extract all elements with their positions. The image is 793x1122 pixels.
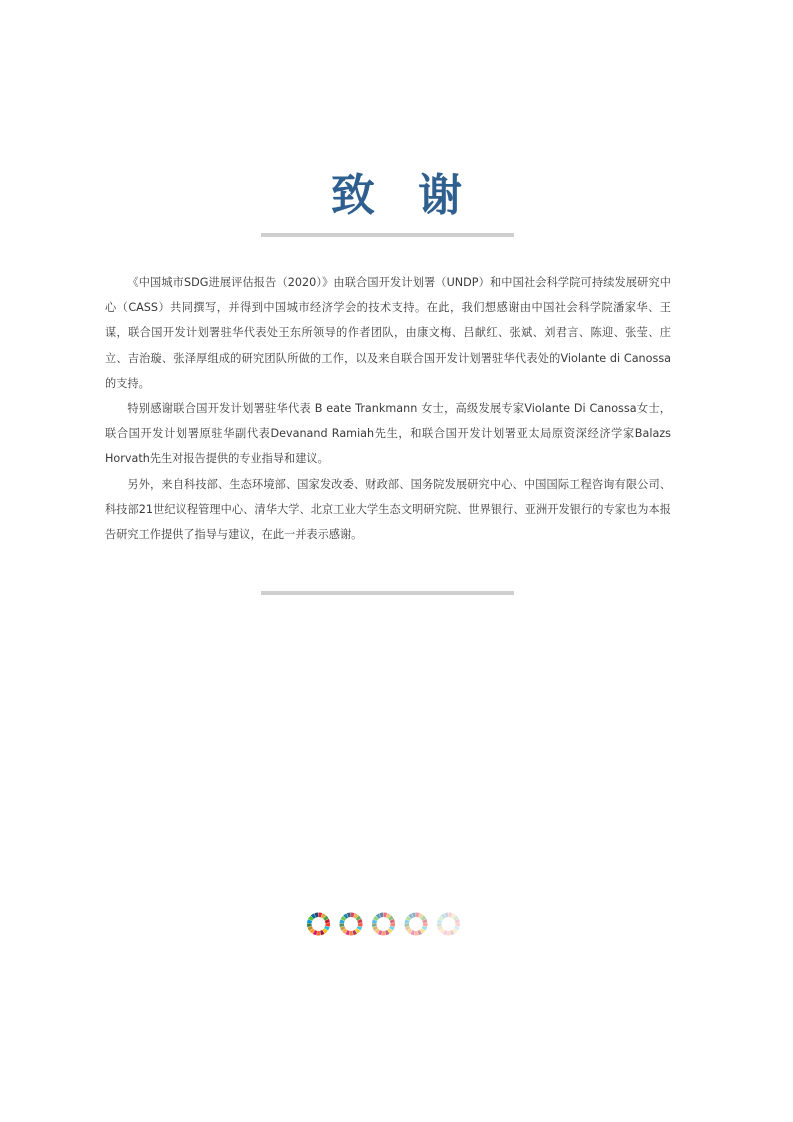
page-title: 致 谢 [330,170,477,221]
paragraph-2: 特别感谢联合国开发计划署驻华代表 B eate Trankmann 女士，高级发展专家Violante Di Canossa女士，联合国开发计划署原驻华副代表Devanand Ramiah先生，和联合国开发计划署亚太局原资深经济学家Balazs Horvath先生对报告提供的专业指导和建议。 [105,402,671,466]
sdg-wheel-icon [405,913,428,936]
sdg-wheel-segment [382,931,386,936]
sdg-wheel-icon [372,913,395,936]
bottom-divider [261,591,514,595]
sdg-wheel-icon [340,913,363,936]
sdg-wheel-segment [349,931,353,936]
sdg-wheel-segment [317,931,321,936]
sdg-wheel-icon [307,913,330,936]
paragraph-3: 另外，来自科技部、生态环境部、国家发改委、财政部、国务院发展研究中心、中国国际工程咨询有限公司、科技部21世纪议程管理中心、清华大学、北京工业大学生态文明研究院、世界银行、亚洲开发银行的专家也为本报告研究工作提供了指导与建议，在此一并表示感谢。 [105,477,671,542]
sdg-wheel-icon [437,913,460,936]
acknowledgements-body [105,270,671,547]
sdg-wheel-segment [414,931,418,936]
sdg-wheel-segment [447,931,451,936]
title-divider [261,233,514,237]
paragraph-1: 《中国城市SDG进展评估报告（2020）》由联合国开发计划署（UNDP）和中国社会科学院可持续发展研究中心（CASS）共同撰写，并得到中国城市经济学会的技术支持。在此，我们想感谢由中国社会科学院潘家华、王谋，联合国开发计划署驻华代表处王东所领导的作者团队，由康文梅、吕献红、张斌、刘君言、陈迎、张莹、庄立、吉治璇、张泽厚组成的研究团队所做的工作，以及来自联合国开发计划署驻华代表处的Violante di Canossa的支持。 [105,276,671,390]
sdg-wheel-decoration [305,910,475,938]
